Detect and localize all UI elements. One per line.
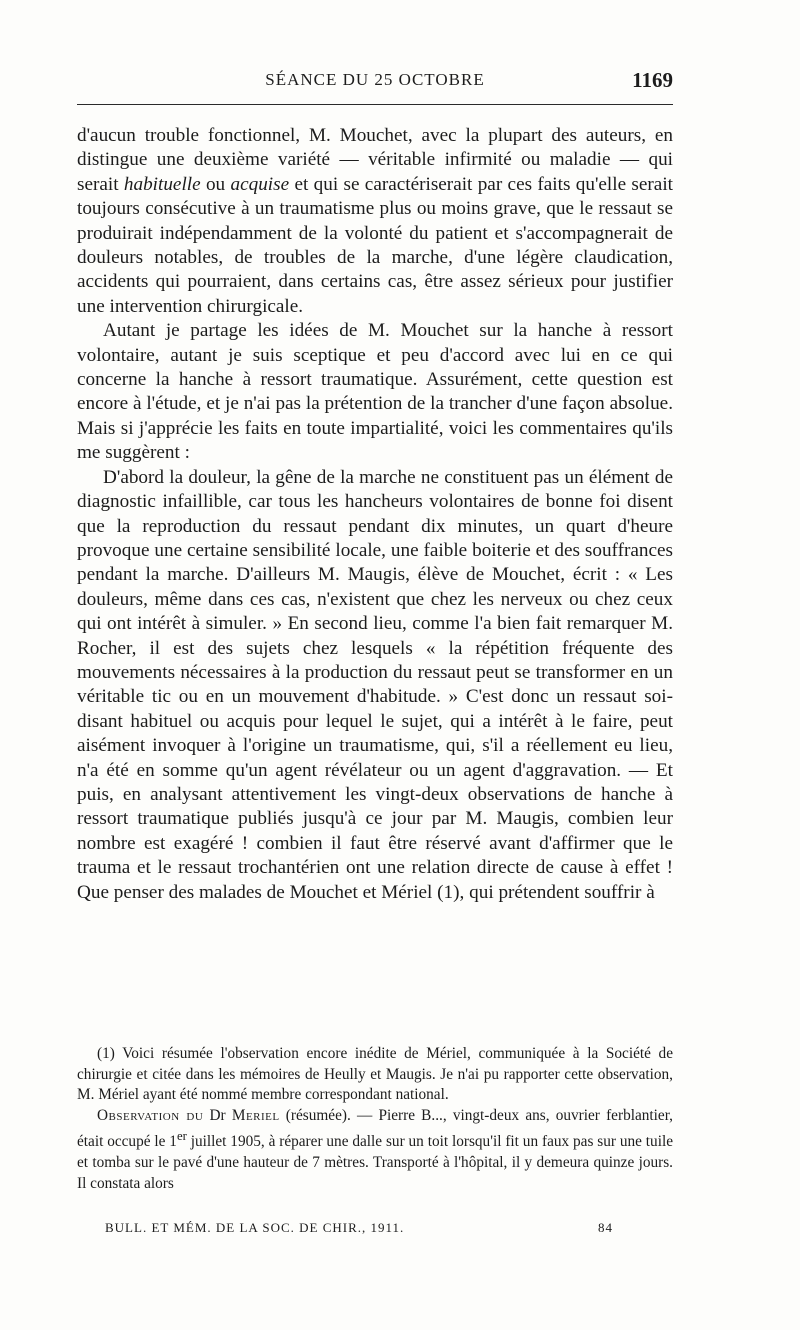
header-rule: [77, 104, 673, 105]
paragraph-1-text-b: et qui se caractériserait par ces faits qu'elle serait toujours consécutive à un traumatisme plus ou moins grave, que le ressaut se produirait indépendamment de la volonté du patient et s'accompagnerait de douleurs notables, de troubles de la marche, d'une légère claudication, accidents qui pourraient, dans certains cas, être assez sérieux pour justifier une intervention chirurgicale.: [77, 173, 673, 317]
footnotes: [77, 1044, 673, 1194]
paragraph-2: Autant je partage les idées de M. Mouchet sur la hanche à ressort volontaire, autant je suis sceptique et peu d'accord avec lui en ce qui concerne la hanche à ressort traumatique. Assurément, cette question est encore à l'étude, et je n'ai pas la prétention de la trancher d'une façon absolue. Mais si j'apprécie les faits en toute impartialité, voici les commentaires qu'ils me suggèrent :: [77, 320, 673, 464]
observation-text-a: (résumée). — Pierre B..., vingt-deux ans, ouvrier ferblantier, était occupé le: [77, 1106, 674, 1151]
observation-text-b: juillet 1905, à réparer une dalle sur un toit lorsqu'il fit un faux pas sur une tuile et tomba sur le pavé d'une hauteur de 7 mètres. Transporté à l'hôpital, il y demeura quinze jours. Il constata alors: [77, 1133, 673, 1192]
observation-author: Meriel: [231, 1106, 280, 1124]
footnote-1: (1) Voici résumée l'observation encore inédite de Mériel, communiquée à la Société de chirurgie et citée dans les mémoires de Heully et Maugis. Je n'ai pu rapporter cette observation, M. Mériel ayant été nommé membre correspondant national.: [77, 1045, 673, 1104]
paragraph-1-text-ou: ou: [200, 173, 231, 195]
observation-label: Observation du: [97, 1106, 204, 1124]
running-header: [77, 68, 673, 98]
italic-habituelle: habituelle: [123, 173, 201, 195]
signature-number: 84: [598, 1220, 613, 1235]
page-number: 1169: [632, 68, 673, 92]
paragraph-1-text-a: d'aucun trouble fonctionnel, M. Mouchet, avec la plupart des auteurs, en distingue une deuxième variété — véritable infirmité ou maladie — qui serait: [77, 125, 673, 195]
paragraph-1: [77, 124, 673, 319]
date-superscript: er: [176, 1129, 187, 1144]
footnote-observation: Observation du Dr Meriel (résumée). — Pierre B..., vingt-deux ans, ouvrier ferblantier, était occupé le 1er juillet 1905, à réparer une dalle sur un toit lorsqu'il fit un faux pas sur une tuile et tomba sur le pavé d'une hauteur de 7 mètres. Transporté à l'hôpital, il y demeura quinze jours. Il constata alors: [77, 1106, 674, 1192]
paragraph-3: D'abord la douleur, la gêne de la marche ne constituent pas un élément de diagnostic infaillible, car tous les hancheurs volontaires de bonne foi disent que la reproduction du ressaut pendant dix minutes, un quart d'heure provoque une certaine sensibilité locale, une faible boiterie et des souffrances pendant la marche. D'ailleurs M. Maugis, élève de Mouchet, écrit : « Les douleurs, même dans ces cas, n'existent que chez les nerveux ou chez ceux qui ont intérêt à simuler. » En second lieu, comme l'a bien fait remarquer M. Rocher, il est des sujets chez lesquels « la répétition fréquente des mouvements nécessaires à la production du ressaut peut se transformer en un véritable tic ou en un mouvement d'habitude. » C'est donc un ressaut soi-disant habituel ou acquis pour lequel le sujet, qui a intérêt à le faire, peut aisément invoquer à l'origine un traumatisme, qui, s'il a réellement eu lieu, n'a été en somme qu'un agent révélateur ou un agent d'aggravation. — Et puis, en analysant attentivement les vingt-deux observations de hanche à ressort traumatique publiés jusqu'à ce jour par M. Maugis, combien leur nombre est exagéré ! combien il faut être réservé avant d'affirmer que le trauma et le ressaut trochantérien ont une relation directe de cause à effet ! Que penser des malades de Mouchet et Mériel (1), qui prétendent souffrir à: [77, 466, 673, 903]
italic-acquise: acquise: [230, 173, 290, 195]
body-text: [77, 124, 673, 905]
doctor-abbrev: Dr: [209, 1106, 226, 1124]
page-footer: [105, 1220, 613, 1242]
journal-reference: BULL. ET MÉM. DE LA SOC. DE CHIR., 1911.: [105, 1220, 405, 1235]
header-title: SÉANCE DU 25 OCTOBRE: [265, 70, 485, 89]
